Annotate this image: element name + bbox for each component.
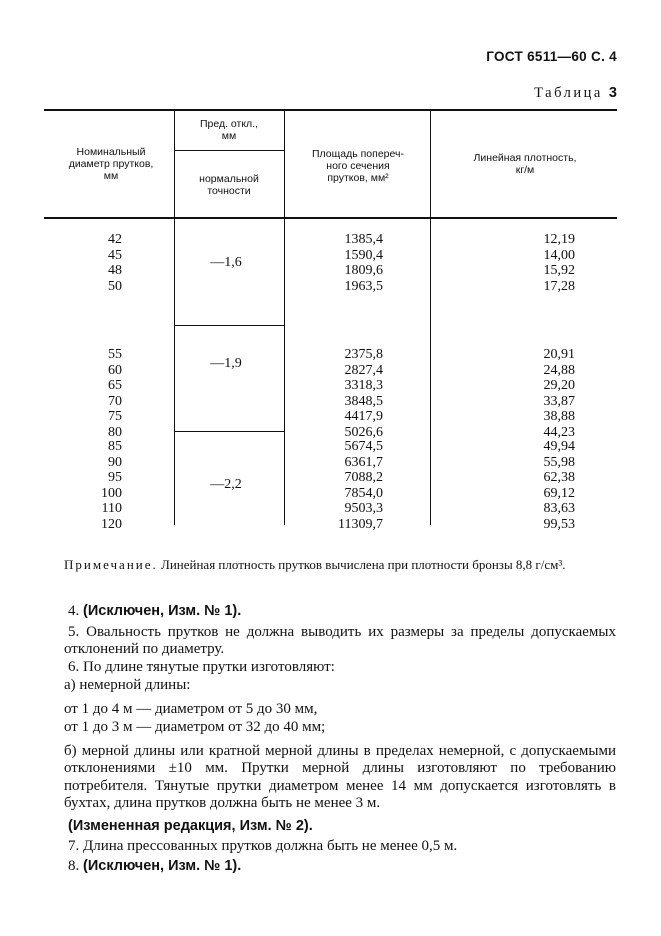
table-cell: 6361,7 xyxy=(344,454,383,470)
table-cell: 5026,6 xyxy=(344,424,383,440)
table-cell: 38,88 xyxy=(543,409,575,424)
table-cell: 11309,7 xyxy=(338,516,383,532)
table-cell: 1385,4 xyxy=(344,232,383,247)
table-header-rule xyxy=(44,217,617,219)
header-linear-density xyxy=(436,152,614,176)
table-vline-3 xyxy=(430,110,431,525)
amended-note-text: (Измененная редакция, Изм. № 2). xyxy=(68,817,313,834)
table-cell: 85 xyxy=(108,439,122,454)
group-2-densities xyxy=(440,347,575,440)
table-cell: 48 xyxy=(108,263,122,278)
table-vline-1 xyxy=(174,110,175,525)
table-cell: 95 xyxy=(108,470,122,485)
table-note xyxy=(64,557,616,573)
header-line: ного сечения xyxy=(326,160,390,172)
table-cell: 7854,0 xyxy=(344,485,383,501)
table-cell: 62,38 xyxy=(543,470,575,485)
table-top-rule xyxy=(44,109,617,111)
group-3-tolerance: —2,2 xyxy=(210,477,242,492)
table-cell: 110 xyxy=(101,501,122,516)
paragraph-4-text: (Исключен, Изм. № 1). xyxy=(83,603,242,619)
group-separator-2 xyxy=(174,431,284,432)
group-1-diameters xyxy=(60,232,122,294)
group-3-areas xyxy=(300,439,383,532)
table-cell: 7088,2 xyxy=(344,470,383,485)
table-cell: 20,91 xyxy=(543,347,575,362)
paragraph-6: 6. По длине тянутые прутки изготовляют: xyxy=(68,658,335,675)
header-line: Площадь попереч- xyxy=(312,148,404,160)
group-2-tolerance: —1,9 xyxy=(210,356,242,371)
table-cell: 99,53 xyxy=(543,516,575,532)
table-cell: 83,63 xyxy=(543,501,575,516)
table-cell: 44,23 xyxy=(543,424,575,440)
table-cell: 80 xyxy=(108,424,122,440)
table-caption xyxy=(534,85,617,102)
table-cell: 5674,5 xyxy=(344,439,383,454)
paragraph-6a: а) немерной длины: xyxy=(64,677,191,693)
group-separator-1 xyxy=(174,325,284,326)
paragraph-5: 5. Овальность прутков не должна выводить их размеры за пределы допускаемых отклонений по диаметру. xyxy=(64,623,616,657)
table-cell: 1590,4 xyxy=(344,247,383,263)
table-cell: 120 xyxy=(101,516,122,532)
header-tolerance xyxy=(176,118,282,142)
table-cell: 4417,9 xyxy=(344,409,383,424)
amended-note xyxy=(64,818,616,836)
table-cell: 9503,3 xyxy=(344,501,383,516)
group-1-tolerance: —1,6 xyxy=(210,255,242,270)
paragraph-6a-line-1: от 1 до 4 м — диаметром от 5 до 30 мм, xyxy=(64,700,318,717)
paragraph-4 xyxy=(64,603,616,621)
group-1-densities xyxy=(440,232,575,294)
standard-reference: ГОСТ 6511—60 С. 4 xyxy=(486,49,617,64)
group-2-diameters xyxy=(60,347,122,440)
group-3-densities xyxy=(440,439,575,532)
paragraph-number: 4. xyxy=(68,603,80,619)
header-cross-section xyxy=(290,148,426,184)
table-cell: 49,94 xyxy=(543,439,575,454)
paragraph-8-text: (Исключен, Изм. № 1). xyxy=(83,857,242,874)
header-line: нормальной xyxy=(199,173,259,185)
table-cell: 3848,5 xyxy=(344,393,383,409)
header-line: диаметр прутков, xyxy=(68,158,154,170)
table-cell: 29,20 xyxy=(543,378,575,393)
note-lead: Примечание. xyxy=(64,557,158,572)
table-cell: 90 xyxy=(108,454,122,470)
header-nominal-diameter xyxy=(50,146,172,182)
table-cell: 17,28 xyxy=(543,278,575,294)
group-3-diameters xyxy=(60,439,122,532)
header-line: Пред. откл., xyxy=(199,118,259,130)
table-cell: 55,98 xyxy=(543,454,575,470)
table-cell: 60 xyxy=(108,362,122,378)
table-cell: 42 xyxy=(108,232,122,247)
table-cell: 15,92 xyxy=(543,263,575,278)
group-1-areas xyxy=(300,232,383,294)
table-cell: 45 xyxy=(108,247,122,263)
header-line: Линейная плотность, xyxy=(473,152,577,164)
table-cell: 65 xyxy=(108,378,122,393)
table-cell: 55 xyxy=(108,347,122,362)
table-vline-2 xyxy=(284,110,285,525)
table-cell: 1963,5 xyxy=(344,278,383,294)
paragraph-6a-line-2: от 1 до 3 м — диаметром от 32 до 40 мм; xyxy=(64,719,326,735)
table-cell: 3318,3 xyxy=(344,378,383,393)
table-cell: 14,00 xyxy=(543,247,575,263)
table-cell: 24,88 xyxy=(543,362,575,378)
group-2-areas xyxy=(300,347,383,440)
table-cell: 33,87 xyxy=(543,393,575,409)
table-cell: 69,12 xyxy=(543,485,575,501)
table-cell: 100 xyxy=(101,485,122,501)
table-cell: 2375,8 xyxy=(344,347,383,362)
table-cell: 2827,4 xyxy=(344,362,383,378)
table-cell: 1809,6 xyxy=(344,263,383,278)
header-line: точности xyxy=(207,185,251,197)
tolerance-subheader-rule xyxy=(174,150,284,151)
header-normal-accuracy xyxy=(176,173,282,197)
paragraph-number: 8. xyxy=(68,857,80,874)
table-cell: 75 xyxy=(108,409,122,424)
header-line: Номинальный xyxy=(76,146,146,158)
header-line: мм xyxy=(103,170,119,182)
table-cell: 12,19 xyxy=(543,232,575,247)
header-line: мм xyxy=(221,130,237,142)
table-cell: 50 xyxy=(108,278,122,294)
paragraph-7: 7. Длина прессованных прутков должна быть не менее 0,5 м. xyxy=(68,838,458,854)
header-line: кг/м xyxy=(515,164,535,176)
table-caption-number: 3 xyxy=(608,85,617,101)
paragraph-8 xyxy=(64,858,616,876)
table-caption-word: Таблица xyxy=(534,85,603,101)
table-cell: 70 xyxy=(108,393,122,409)
paragraph-6b: б) мерной длины или кратной мерной длины в пределах немерной, с допускаемыми отклонениями ±10 мм. Прутки мерной длины изготовляют по требованию потребителя. Тянутые прутки диаметром менее 14 мм допускается изготовлять в бухтах, длина прутков должна быть не менее 3 м. xyxy=(64,742,616,811)
header-line: прутков, мм² xyxy=(327,172,389,184)
body-text xyxy=(64,603,616,875)
note-text: Линейная плотность прутков вычислена при плотности бронзы 8,8 г/см³. xyxy=(161,557,566,572)
